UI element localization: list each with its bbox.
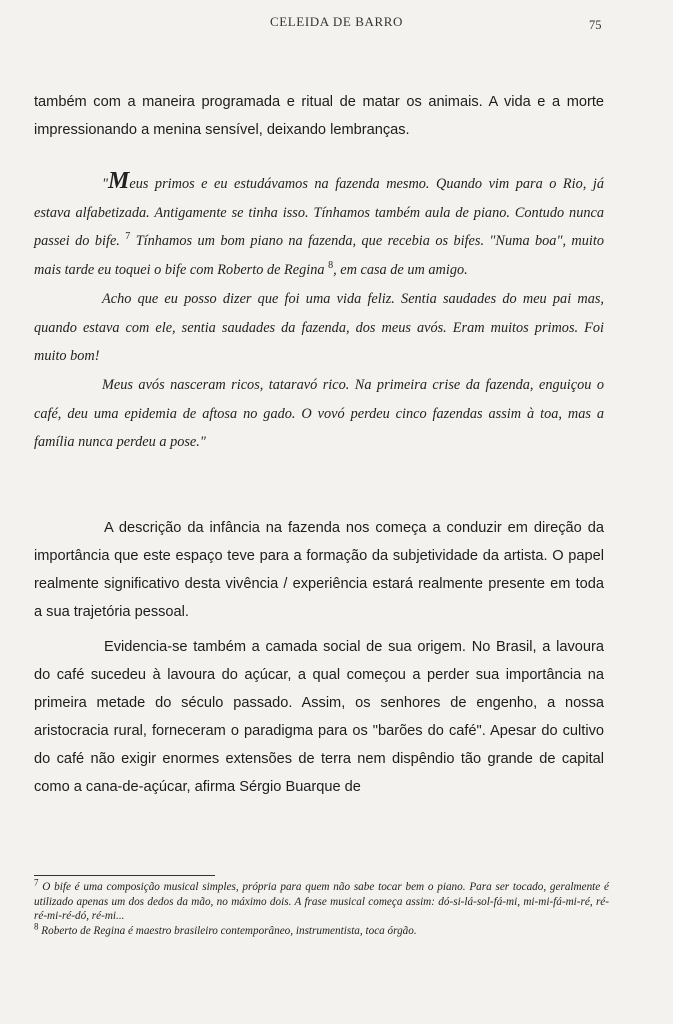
quote-open-mark: " <box>102 176 109 192</box>
footnote-7 <box>34 877 609 924</box>
footnote-text: Roberto de Regina é maestro brasileiro contemporâneo, instrumentista, toca órgão. <box>41 924 417 937</box>
footnote-ref-7: 7 <box>125 231 131 243</box>
page-number: 75 <box>589 18 602 32</box>
interview-quote <box>34 170 604 457</box>
body-paragraph-1: também com a maneira programada e ritual de matar os animais. A vida e a morte impressionando a menina sensível, deixando lembranças. <box>34 94 604 138</box>
footnotes <box>34 877 609 938</box>
quote-paragraph-3: Meus avós nasceram ricos, tataravó rico. Na primeira crise da fazenda, enguiçou o café, deu uma epidemia de aftosa no gado. O vovó perdeu cinco fazendas assim à toa, mas a família nunca perdeu a pose." <box>34 376 604 451</box>
footnote-text: O bife é uma composição musical simples, própria para quem não sabe tocar bem o piano. Para ser tocado, geralmente é utilizado apenas um dos dedos da mão, no máximo dois. A frase musical começa assim: dó-si-lá-sol-fá-mi, mi-mi-fá-mi-ré, ré-ré-mi-ré-dó, ré-mi... <box>34 881 609 922</box>
quote-p1-text-a: eus primos e eu estudávamos na fazenda mesmo. Quando vim para o Rio, já estava alfabetizada. Antigamente se tinha isso. Tínhamos também aula de piano. Contudo nunca passei do bife. <box>34 176 604 250</box>
footnote-separator <box>34 875 215 876</box>
body-paragraph-3: Evidencia-se também a camada social de sua origem. No Brasil, a lavoura do café sucedeu à lavoura do açúcar, a qual começou a perder sua importância na primeira metade do século passado. Assim, os senhores de engenho, a nossa aristocracia rural, forneceram o paradigma para os "barões do café". Apesar do cultivo do café não exigir enormes extensões de terra nem dispêndio tão grande de capital como a cana-de-açúcar, afirma Sérgio Buarque de <box>34 639 604 795</box>
quote-dropcap: M <box>108 168 130 194</box>
footnote-ref-8: 8 <box>328 260 334 272</box>
quote-p1-text-c: , em casa de um amigo. <box>333 262 468 279</box>
footnote-number: 7 <box>34 877 39 888</box>
quote-paragraph-1 <box>34 170 604 285</box>
running-header-author: CELEIDA DE BARRO <box>269 14 404 29</box>
body-paragraph-2: A descrição da infância na fazenda nos começa a conduzir em direção da importância que este espaço teve para a formação da subjetividade da artista. O papel realmente significativo desta vivência / experiência estará realmente presente em toda a sua trajetória pessoal. <box>34 520 604 620</box>
quote-paragraph-2: Acho que eu posso dizer que foi uma vida feliz. Sentia saudades do meu pai mas, quando estava com ele, sentia saudades da fazenda, dos meus avós. Eram muitos primos. Foi muito bom! <box>34 290 604 365</box>
footnote-number: 8 <box>34 920 39 931</box>
quote-p1-text-b: Tínhamos um bom piano na fazenda, que recebia os bifes. "Numa boa", muito mais tarde eu toquei o bife com Roberto de Regina <box>34 233 604 279</box>
footnote-8 <box>34 920 609 939</box>
